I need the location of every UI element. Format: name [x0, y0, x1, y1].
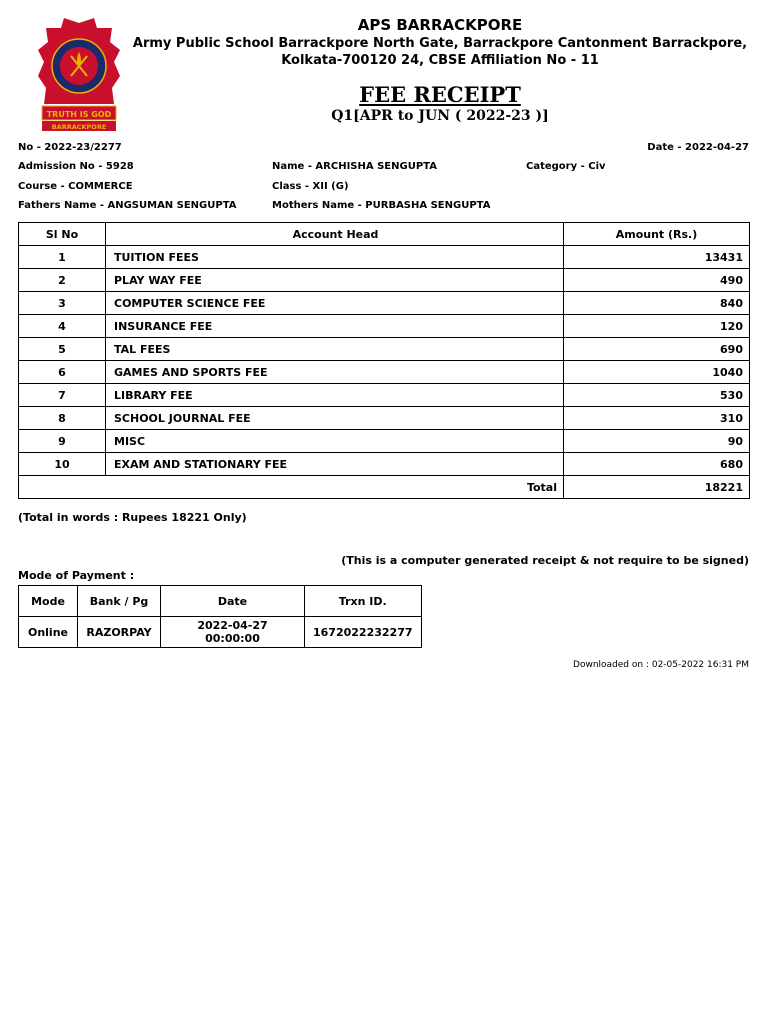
fee-account-head: MISC — [106, 430, 564, 453]
header-date: Date — [161, 586, 305, 617]
fee-amount: 120 — [564, 315, 750, 338]
total-amount: 18221 — [564, 476, 750, 499]
payment-row — [19, 617, 422, 648]
fee-amount: 680 — [564, 453, 750, 476]
fee-row — [19, 407, 750, 430]
fee-account-head: TAL FEES — [106, 338, 564, 361]
fee-amount: 90 — [564, 430, 750, 453]
fee-sl-no: 8 — [19, 407, 106, 430]
student-course: Course - COMMERCE — [18, 181, 133, 192]
fee-account-head: COMPUTER SCIENCE FEE — [106, 292, 564, 315]
address-line-2: Kolkata-700120 24, CBSE Affiliation No - 11 — [281, 53, 599, 68]
fee-amount: 310 — [564, 407, 750, 430]
student-category: Category - Civ — [526, 161, 606, 172]
header-amount: Amount (Rs.) — [564, 223, 750, 246]
fee-sl-no: 3 — [19, 292, 106, 315]
header-sl-no: Sl No — [19, 223, 106, 246]
fee-account-head: INSURANCE FEE — [106, 315, 564, 338]
fee-row — [19, 384, 750, 407]
school-name: APS BARRACKPORE — [357, 16, 523, 34]
fee-row — [19, 361, 750, 384]
fee-account-head: SCHOOL JOURNAL FEE — [106, 407, 564, 430]
fee-amount: 840 — [564, 292, 750, 315]
total-label: Total — [19, 476, 564, 499]
school-logo — [34, 14, 124, 134]
payment-trxn-id: 1672022232277 — [305, 617, 422, 648]
fathers-name: Fathers Name - ANGSUMAN SENGUPTA — [18, 200, 237, 211]
fee-row — [19, 453, 750, 476]
fee-row — [19, 292, 750, 315]
fee-account-head: TUITION FEES — [106, 246, 564, 269]
computer-generated-note: (This is a computer generated receipt & not require to be signed) — [341, 554, 749, 567]
fee-account-head: GAMES AND SPORTS FEE — [106, 361, 564, 384]
downloaded-on: Downloaded on : 02-05-2022 16:31 PM — [573, 660, 749, 670]
payment-mode: Online — [19, 617, 78, 648]
student-name: Name - ARCHISHA SENGUPTA — [272, 161, 437, 172]
fee-row — [19, 338, 750, 361]
fee-amount: 13431 — [564, 246, 750, 269]
fee-sl-no: 2 — [19, 269, 106, 292]
payment-table — [18, 585, 422, 648]
logo-motto: TRUTH IS GOD — [46, 110, 112, 119]
fee-amount: 530 — [564, 384, 750, 407]
header-bank: Bank / Pg — [78, 586, 161, 617]
fee-amount: 690 — [564, 338, 750, 361]
fee-account-head: LIBRARY FEE — [106, 384, 564, 407]
fee-sl-no: 6 — [19, 361, 106, 384]
logo-place: BARRACKPORE — [51, 123, 107, 131]
payment-date: 2022-04-27 00:00:00 — [161, 617, 305, 648]
header-mode: Mode — [19, 586, 78, 617]
payment-table-header — [19, 586, 422, 617]
fee-row — [19, 269, 750, 292]
header-account-head: Account Head — [106, 223, 564, 246]
fee-sl-no: 1 — [19, 246, 106, 269]
address-line-1: Army Public School Barrackpore North Gate, Barrackpore Cantonment Barrackpore, — [132, 36, 748, 51]
receipt-title: FEE RECEIPT — [359, 82, 521, 107]
header-trxn-id: Trxn ID. — [305, 586, 422, 617]
fee-account-head: EXAM AND STATIONARY FEE — [106, 453, 564, 476]
student-class: Class - XII (G) — [272, 181, 349, 192]
fee-amount: 490 — [564, 269, 750, 292]
payment-bank: RAZORPAY — [78, 617, 161, 648]
fee-table-header — [19, 223, 750, 246]
fee-sl-no: 7 — [19, 384, 106, 407]
school-address — [130, 35, 750, 69]
fee-row — [19, 315, 750, 338]
mothers-name: Mothers Name - PURBASHA SENGUPTA — [272, 200, 491, 211]
receipt-number: No - 2022-23/2277 — [18, 142, 122, 153]
fee-row — [19, 246, 750, 269]
admission-number: Admission No - 5928 — [18, 161, 134, 172]
total-row — [19, 476, 750, 499]
fee-sl-no: 5 — [19, 338, 106, 361]
total-in-words: (Total in words : Rupees 18221 Only) — [18, 511, 247, 524]
fee-amount: 1040 — [564, 361, 750, 384]
fee-sl-no: 10 — [19, 453, 106, 476]
fee-sl-no: 4 — [19, 315, 106, 338]
fee-table — [18, 222, 750, 499]
receipt-date: Date - 2022-04-27 — [647, 142, 749, 153]
fee-sl-no: 9 — [19, 430, 106, 453]
fee-account-head: PLAY WAY FEE — [106, 269, 564, 292]
fee-row — [19, 430, 750, 453]
receipt-quarter: Q1[APR to JUN ( 2022-23 )] — [331, 108, 549, 124]
mode-of-payment-label: Mode of Payment : — [18, 569, 135, 582]
